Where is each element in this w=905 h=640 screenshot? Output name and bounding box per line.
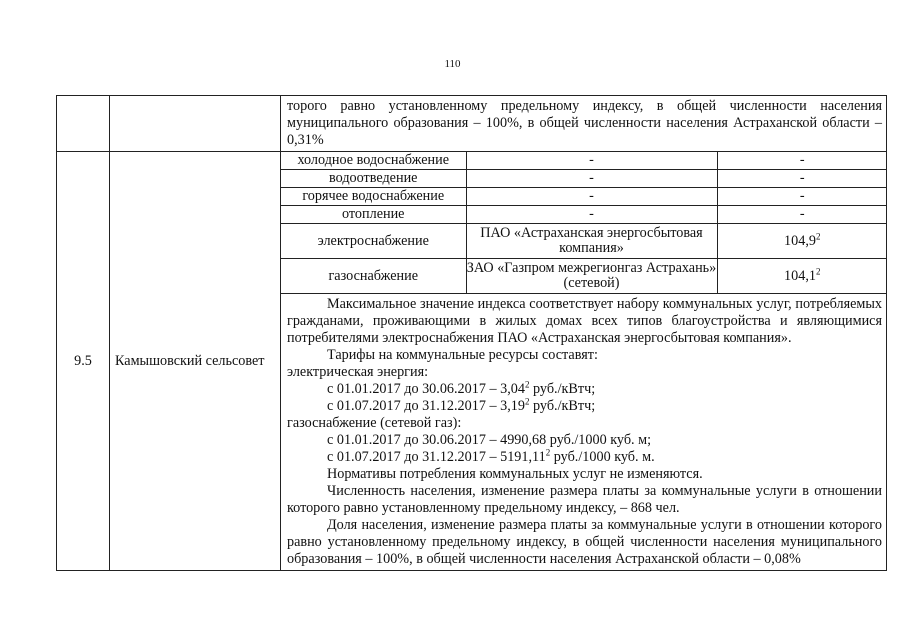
service-row [281,152,887,170]
tariff-electricity-h1: с 01.01.2017 до 30.06.2017 – 3,04$^2$ руб./кВтч; [327,379,596,397]
continued-text: торого равно установленному предельному индексу, в общей численности населения муниципального образования – 100%, в общей численности населения Астраханской области – 0,31% [287,98,882,148]
page-number: 110 [444,58,461,70]
tariff-electricity-h2: с 01.07.2017 до 31.12.2017 – 3,19$^2$ руб./кВтч; [327,396,596,414]
service-index: - [717,188,887,206]
service-name: газоснабжение [281,259,466,294]
service-provider: - [466,188,717,206]
municipality-name: Камышовский сельсовет [110,152,281,571]
table-row [57,96,887,152]
service-provider: ПАО «Астраханская энергосбытовая компания» [466,224,717,259]
tariff-gas-h2: с 01.07.2017 до 31.12.2017 – 5191,11$^2$ руб./1000 куб. м. [327,447,655,465]
service-index: - [717,206,887,224]
name-cell-empty [110,96,281,152]
service-name: водоотведение [281,170,466,188]
service-provider: ЗАО «Газпром межрегионгаз Астрахань» (сетевой) [466,259,717,294]
service-name: горячее водоснабжение [281,188,466,206]
service-provider: - [466,170,717,188]
table-row [57,152,887,571]
service-row [281,170,887,188]
service-provider: - [466,152,717,170]
service-name: отопление [281,206,466,224]
service-row [281,206,887,224]
service-row [281,259,887,294]
number-cell-empty [57,96,110,152]
service-name: электроснабжение [281,224,466,259]
paragraph-population-share: Доля населения, изменение размера платы за коммунальные услуги в отношении которого равно установленному предельному индексу, в общей численности населения муниципального образования – 100%, в общей численности населения Астраханской области – 0,08% [287,517,882,567]
services-table [281,152,887,294]
paragraph-max-index: Максимальное значение индекса соответствует набору коммунальных услуг, потребляемых гражданами, проживающими в жилых домах всех типов благоустройства и являющимися потребителями электроснабжения ПАО «Астраханская энергосбытовая компания». [287,296,882,346]
service-name: холодное водоснабжение [281,152,466,170]
content-cell [281,152,887,571]
paragraph-gas-heading: газоснабжение (сетевой газ): [287,415,462,431]
service-provider: - [466,206,717,224]
service-index: - [717,152,887,170]
tariff-table [56,95,887,571]
row-number: 9.5 [57,152,110,571]
continued-text-cell [281,96,887,152]
service-index: 104,1$^2$ [717,259,887,294]
service-index: - [717,170,887,188]
service-index: 104,9$^2$ [717,224,887,259]
paragraph-tariffs-intro: Тарифы на коммунальные ресурсы составят: [327,347,598,363]
paragraph-norms: Нормативы потребления коммунальных услуг не изменяются. [327,466,703,482]
service-row [281,224,887,259]
tariff-gas-h1: с 01.01.2017 до 30.06.2017 – 4990,68 руб./1000 куб. м; [327,432,652,448]
description-text [281,294,886,570]
paragraph-population-count: Численность населения, изменение размера платы за коммунальные услуги в отношении которого равно установленному предельному индексу, – 868 чел. [287,483,882,516]
paragraph-electricity-heading: электрическая энергия: [287,364,429,380]
service-row [281,188,887,206]
